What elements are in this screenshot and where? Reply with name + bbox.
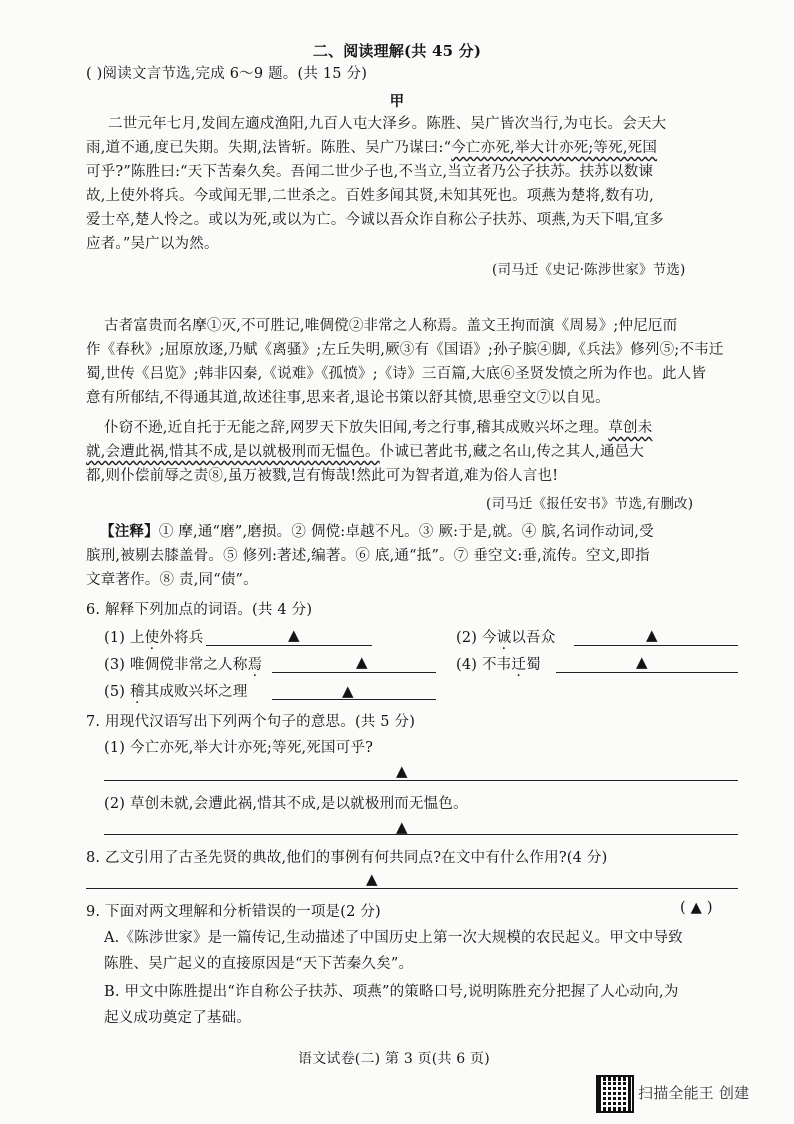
q6-2-answer-mark: ▲ <box>646 626 658 644</box>
q7-sentence-1: (1) 今亡亦死,举大计亦死;等死,死国可乎? <box>104 740 374 756</box>
text-b-line-6-rest: 仆诚已著此书,藏之名山,传之其人,通邑大 <box>379 444 645 460</box>
q6-item-1 <box>104 626 203 647</box>
q9-option-a-line-1: A.《陈涉世家》是一篇传记,生动描述了中国历史上第一次大规模的农民起义。甲文中导致 <box>104 930 683 946</box>
text-a-line-3: 可乎?”陈胜曰:“天下苦秦久矣。吾闻二世少子也,不当立,当立者乃公子扶苏。扶苏以数谏 <box>86 164 654 180</box>
q6-5-answer-line[interactable] <box>272 699 436 700</box>
q7-1-answer-mark: ▲ <box>396 762 408 780</box>
q7-1-answer-line[interactable] <box>104 780 738 781</box>
part-header: ( )阅读文言节选,完成 6～9 题。(共 15 分) <box>86 66 368 82</box>
text-b-line-3: 蜀,世传《吕览》;韩非囚秦,《说难》《孤愤》;《诗》三百篇,大底⑥圣贤发愤之所为作也。此人皆 <box>86 366 707 382</box>
q6-item-4 <box>456 653 541 674</box>
text-b-source: (司马迁《报任安书》节选,有删改) <box>486 496 694 512</box>
q6-item-5-pre: (5) <box>104 684 130 700</box>
q6-stem: 6. 解释下列加点的词语。(共 4 分) <box>86 602 313 618</box>
text-a-line-2 <box>86 136 657 157</box>
text-a-line-1: 二世元年七月,发闾左適戍渔阳,九百人屯大泽乡。陈胜、吴广皆次当行,为屯长。会天大 <box>108 116 667 132</box>
text-b-line-5-start: 仆窃不逊,近自托于无能之辞,网罗天下放失旧闻,考之行事,稽其成败兴坏之理。 <box>104 420 609 436</box>
q6-item-2-dot-word: 诚 <box>496 630 512 646</box>
q9-answer-paren[interactable]: ( ▲ ) <box>680 900 713 916</box>
underlined-sentence-a: 今亡亦死,举大计亦死;等死,死国 <box>451 140 658 156</box>
q9-option-a-line-2: 陈胜、吴广起义的直接原因是“天下苦秦久矣”。 <box>104 956 414 972</box>
q6-item-3-pre: (3) 唯倜傥非常之人称 <box>104 657 248 673</box>
q6-item-5-post: 其成败兴坏之理 <box>144 684 248 700</box>
notes-line-2: 膑刑,被剔去膝盖骨。⑤ 修列:著述,编著。⑥ 底,通“抵”。⑦ 垂空文:垂,流传。空文,即指 <box>86 548 650 564</box>
q8-answer-line[interactable] <box>86 888 738 889</box>
q7-2-answer-mark: ▲ <box>396 818 408 836</box>
q6-1-answer-mark: ▲ <box>288 626 300 644</box>
q6-item-5-dot-word: 稽 <box>129 684 145 700</box>
section-title: 二、阅读理解(共 45 分) <box>312 42 482 60</box>
q6-item-1-dot-word: 使 <box>144 630 160 646</box>
q6-item-2 <box>456 626 555 647</box>
notes-label: 【注释】 <box>100 523 159 540</box>
text-b-line-1: 古者富贵而名摩①灭,不可胜记,唯倜傥②非常之人称焉。盖文王拘而演《周易》;仲尼厄而 <box>104 318 678 334</box>
text-b-line-4: 意有所郁结,不得通其道,故述往事,思来者,退论书策以舒其愤,思垂空文⑦以自见。 <box>86 390 610 406</box>
scanner-watermark: 扫描全能王 创建 <box>638 1084 750 1102</box>
q8-answer-mark: ▲ <box>366 870 378 888</box>
text-a-source: (司马迁《史记·陈涉世家》节选) <box>492 262 686 278</box>
underlined-sentence-b-part2: 就,会遭此祸,惜其不成,是以就极刑而无愠色。 <box>86 444 380 460</box>
text-b-line-6 <box>86 440 644 461</box>
text-a-line-5: 爱士卒,楚人怜之。或以为死,或以为亡。今诚以吾众诈自称公子扶苏、项燕,为天下唱,宜多 <box>86 212 664 228</box>
q8-stem: 8. 乙文引用了古圣先贤的典故,他们的事例有何共同点?在文中有什么作用?(4 分) <box>86 850 608 866</box>
q6-3-answer-line[interactable] <box>272 672 436 673</box>
q6-2-answer-line[interactable] <box>574 645 738 646</box>
q6-3-answer-mark: ▲ <box>356 653 368 671</box>
q6-item-5 <box>104 680 248 701</box>
q6-item-1-post: 外将兵 <box>159 630 204 646</box>
q6-item-3 <box>104 653 262 674</box>
q9-option-b-line-2: 起义成功奠定了基础。 <box>104 1010 251 1026</box>
text-a-line-6: 应者。”吴广以为然。 <box>86 236 219 252</box>
text-b-line-5 <box>104 416 652 437</box>
q7-2-answer-line[interactable] <box>104 834 738 835</box>
page-footer: 语文试卷(二) 第 3 页(共 6 页) <box>298 1051 490 1067</box>
q6-item-1-pre: (1) 上 <box>104 630 145 646</box>
text-a-label: 甲 <box>389 93 405 110</box>
q6-item-2-post: 以吾众 <box>511 630 556 646</box>
q6-5-answer-mark: ▲ <box>342 682 354 700</box>
q9-option-b-line-1: B. 甲文中陈胜提出“诈自称公子扶苏、项燕”的策略口号,说明陈胜充分把握了人心动向,为 <box>104 984 679 1000</box>
q6-1-answer-line[interactable] <box>206 645 372 646</box>
qr-code-icon <box>596 1075 634 1113</box>
q7-stem: 7. 用现代汉语写出下列两个句子的意思。(共 5 分) <box>86 714 416 730</box>
notes-line-1 <box>100 520 654 541</box>
notes-line-3: 文章著作。⑧ 责,同“债”。 <box>86 572 258 588</box>
q9-stem: 9. 下面对两文理解和分析错误的一项是(2 分) <box>86 904 381 920</box>
q6-item-2-pre: (2) 今 <box>456 630 497 646</box>
text-b-line-7: 都,则仆偿前辱之责⑧,虽万被戮,岂有悔哉!然此可为智者道,难为俗人言也! <box>86 468 559 484</box>
text-b-line-2: 作《春秋》;屈原放逐,乃赋《离骚》;左丘失明,厥③有《国语》;孙子膑④脚,《兵法》修列⑤;不韦迁 <box>86 342 724 358</box>
underlined-sentence-b-part1: 草创未 <box>608 420 653 436</box>
notes-text-1: ① 摩,通“磨”,磨损。② 倜傥:卓越不凡。③ 厥:于是,就。④ 膑,名词作动词,受 <box>158 524 654 540</box>
q6-4-answer-mark: ▲ <box>636 653 648 671</box>
q7-sentence-2: (2) 草创未就,会遭此祸,惜其不成,是以就极刑而无愠色。 <box>104 796 468 812</box>
text-a-line-2-start: 雨,道不通,度已失期。失期,法皆斩。陈胜、吴广乃谋曰:“ <box>86 140 452 156</box>
q6-item-4-dot-word: 迁 <box>511 657 527 673</box>
q6-4-answer-line[interactable] <box>556 672 738 673</box>
q6-item-3-dot-word: 焉 <box>247 657 263 673</box>
q6-item-4-pre: (4) 不韦 <box>456 657 512 673</box>
text-a-line-4: 故,上使外将兵。今或闻无罪,二世杀之。百姓多闻其贤,未知其死也。项燕为楚将,数有功, <box>86 188 654 204</box>
q6-item-4-post: 蜀 <box>526 657 541 673</box>
